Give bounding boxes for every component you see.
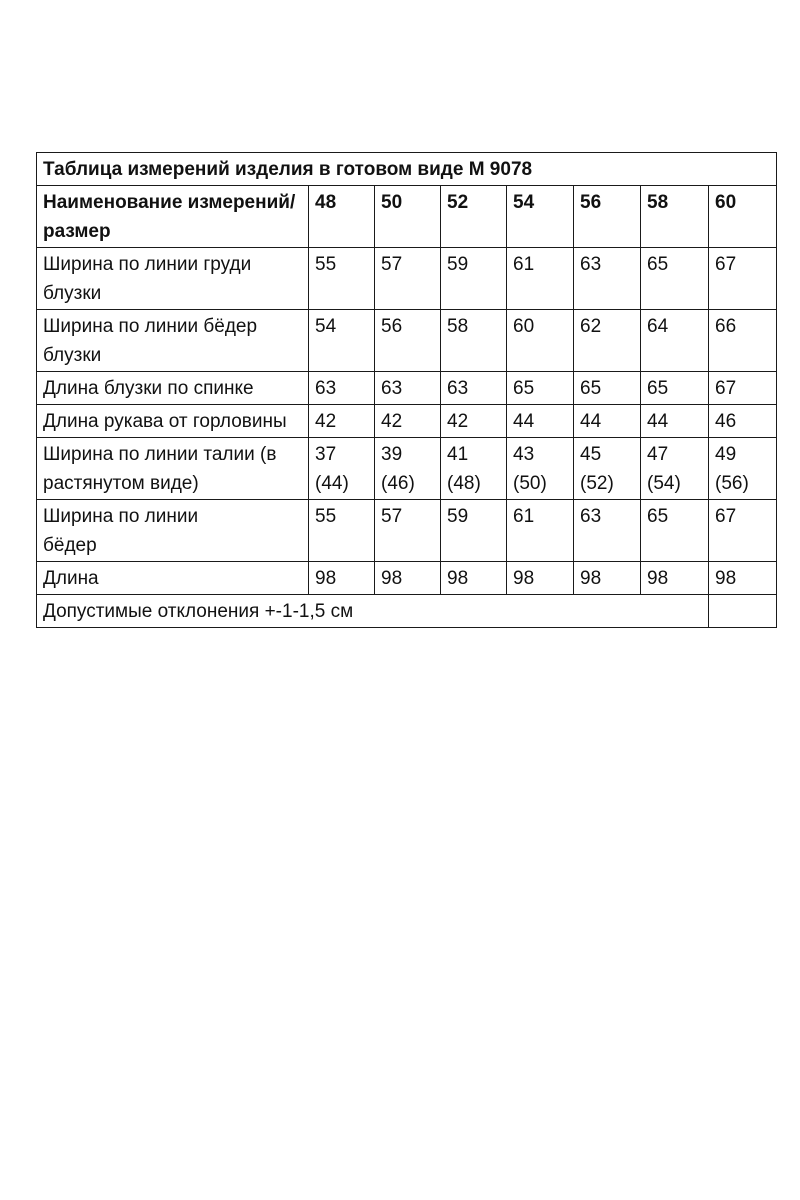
size-header: 54 [507, 186, 574, 248]
row-label: Длина [37, 562, 309, 595]
table-cell: 59 [441, 500, 507, 562]
table-cell: 63 [375, 372, 441, 405]
table-cell: 63 [574, 500, 641, 562]
table-cell: 43 (50) [507, 438, 574, 500]
size-header: 48 [309, 186, 375, 248]
table-cell: 57 [375, 500, 441, 562]
table-cell: 56 [375, 310, 441, 372]
table-cell: 37 (44) [309, 438, 375, 500]
table-row [37, 310, 777, 372]
table-cell: 55 [309, 248, 375, 310]
footer-row [37, 595, 777, 628]
table-cell: 66 [709, 310, 777, 372]
table-cell: 39 (46) [375, 438, 441, 500]
table-cell: 98 [641, 562, 709, 595]
table-row [37, 248, 777, 310]
table-row [37, 438, 777, 500]
table-cell: 41 (48) [441, 438, 507, 500]
table-cell: 63 [309, 372, 375, 405]
table-cell: 58 [441, 310, 507, 372]
table-cell: 42 [441, 405, 507, 438]
size-header: 52 [441, 186, 507, 248]
table-cell: 98 [441, 562, 507, 595]
table-cell: 44 [574, 405, 641, 438]
table-cell: 98 [574, 562, 641, 595]
table-cell: 46 [709, 405, 777, 438]
table-row [37, 372, 777, 405]
table-cell: 98 [709, 562, 777, 595]
header-label: Наименование измерений/размер [37, 186, 309, 248]
table-cell: 65 [507, 372, 574, 405]
table-row [37, 405, 777, 438]
table-cell: 57 [375, 248, 441, 310]
table-cell: 59 [441, 248, 507, 310]
table-cell: 65 [574, 372, 641, 405]
empty-cell [709, 595, 777, 628]
row-label: Ширина по линии бёдер блузки [37, 310, 309, 372]
table-cell: 67 [709, 248, 777, 310]
tolerance-note: Допустимые отклонения +-1-1,5 см [37, 595, 709, 628]
row-label: Ширина по линии бёдер [37, 500, 309, 562]
size-table [36, 152, 777, 628]
table-cell: 65 [641, 372, 709, 405]
table-cell: 47 (54) [641, 438, 709, 500]
size-header: 56 [574, 186, 641, 248]
table-cell: 44 [641, 405, 709, 438]
row-label: Длина блузки по спинке [37, 372, 309, 405]
table-cell: 98 [375, 562, 441, 595]
table-cell: 49 (56) [709, 438, 777, 500]
table-cell: 60 [507, 310, 574, 372]
table-cell: 65 [641, 500, 709, 562]
table-cell: 61 [507, 248, 574, 310]
table-cell: 63 [574, 248, 641, 310]
table-row [37, 562, 777, 595]
table-cell: 61 [507, 500, 574, 562]
table-cell: 63 [441, 372, 507, 405]
table-cell: 42 [375, 405, 441, 438]
table-cell: 98 [507, 562, 574, 595]
title-row [37, 153, 777, 186]
table-cell: 54 [309, 310, 375, 372]
size-header: 58 [641, 186, 709, 248]
table-cell: 62 [574, 310, 641, 372]
table-cell: 42 [309, 405, 375, 438]
table-cell: 64 [641, 310, 709, 372]
table-cell: 67 [709, 500, 777, 562]
table-title: Таблица измерений изделия в готовом виде М 9078 [37, 153, 777, 186]
row-label: Длина рукава от горловины [37, 405, 309, 438]
table-cell: 65 [641, 248, 709, 310]
table-cell: 55 [309, 500, 375, 562]
row-label: Ширина по линии груди блузки [37, 248, 309, 310]
table-cell: 44 [507, 405, 574, 438]
header-row [37, 186, 777, 248]
table-cell: 67 [709, 372, 777, 405]
table-row [37, 500, 777, 562]
size-header: 50 [375, 186, 441, 248]
table-cell: 45 (52) [574, 438, 641, 500]
row-label: Ширина по линии талии (в растянутом виде) [37, 438, 309, 500]
table-cell: 98 [309, 562, 375, 595]
size-header: 60 [709, 186, 777, 248]
